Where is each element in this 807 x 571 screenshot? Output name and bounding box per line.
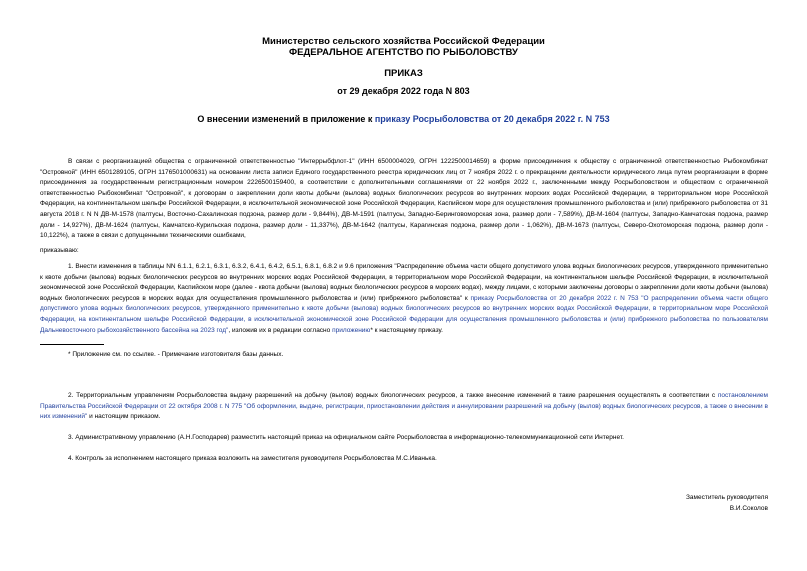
appendix-link[interactable]: приложению bbox=[332, 326, 371, 334]
footnote-divider bbox=[40, 344, 104, 345]
clause-1-text-after: , изложив их в редакции согласно bbox=[228, 326, 333, 334]
document-type-heading: ПРИКАЗ bbox=[384, 68, 423, 79]
order-753-link[interactable]: приказу Росрыболовства от 20 декабря 2022 г. N 753 "О распределении объема части общего допустимого улова водных биологических ресурсов, утвержденного применительно к квоте добычи (вылова) водных биологических ресурсов во внутренних морских водах Российской Федерации, в территориальном море Российской Федерации, на континентальном шельфе Российской Федерации, в исключительной экономической зоне Российской Федерации для осуществления промышленного рыболовства и (или) прибрежного рыболовства по пользователям Дальневосточного рыбохозяйственного бассейна на 2023 год" bbox=[40, 294, 769, 334]
ministry-heading: Министерство сельского хозяйства Российской Федерации bbox=[262, 36, 545, 47]
clause-2-text-after: и настоящим приказом. bbox=[87, 413, 161, 421]
clause-2-paragraph bbox=[40, 391, 768, 423]
footnote: * Приложение см. по ссылке. - Примечание изготовителя базы данных. bbox=[68, 351, 284, 358]
preamble-paragraph: В связи с реорганизацией общества с ограниченной ответственностью "Интеррыбфлот-1" (ИНН 6500004029, ОГРН 1222500014659) в форме присоединения к обществу с ограниченной ответственностью Рыбокомбинат "Островной" (ИНН 6501289105, ОГРН 1176501000631) на основании листа записи Единого государственного реестра юридических лиц от 7 ноября 2022 г. о прекращении деятельности юридического лица путем реорганизации в форме присоединения за государственным регистрационным номером 2226500159400, в соответствии с дополнительными соглашениями от 22 ноября 2022 г., заключенными между Росрыболовством и обществом с ограниченной ответственностью Рыбокомбинат "Островной", к договорам о закреплении доли квоты добычи (вылова) водных биологических ресурсов во внутренних морских водах Российской Федерации, в территориальном море Российской Федерации, на континентальном шельфе Российской Федерации, в исключительной экономической зоне Российской Федерации, Каспийском море для осуществления промышленного рыболовства и (или) прибрежного рыболовства от 31 августа 2018 г. N N ДВ-М-1578 (палтусы, Восточно-Сахалинская подзона, размер доли - 9,844%), ДВ-М-1591 (палтусы, Западно-Беринговоморская зона, размер доли - 7,589%), ДВ-М-1604 (палтусы, Западно-Камчатская подзона, размер доли - 14,927%), ДВ-М-1624 (палтусы, Камчатско-Курильская подзона, размер доли - 11,337%), ДВ-М-1642 (палтусы, Карагинская подзона, размер доли - 1,062%), ДВ-М-1673 (палтусы, Северо-Охотоморская подзона, размер доли - 10,122%), а также в связи с допущенными техническими ошибками, bbox=[40, 158, 768, 240]
signatory-name: В.И.Соколов bbox=[729, 505, 768, 512]
clause-2-text: 2. Территориальным управлениям Росрыболовства выдачу разрешений на добычу (вылов) водных биологических ресурсов, а также внесение изменений в такие разрешения осуществлять в соответствии с bbox=[68, 392, 718, 399]
subject-prefix: О внесении изменений в приложение к bbox=[197, 114, 375, 124]
clause-1-text: 1. Внести изменения в таблицы NN 6.1.1, 6.2.1, 6.3.1, 6.3.2, 6.4.1, 6.4.2, 6.5.1, 6.8.1, 6.8.2 и 9.6 приложения "Распределение объема части общего допустимого улова водных биологических ресурсов, утвержденного применительно к квоте добычи (вылова) водных биологических ресурсов во внутренних морских водах Российской Федерации, в территориальном море Российской Федерации, на континентальном шельфе Российской Федерации, в исключительной экономической зоне Российской Федерации, Каспийском море (далее - квота добычи (вылова) водных биологических ресурсов в морских водах), между лицами, с которыми заключены договоры о закреплении доли квоты добычи (вылова) водных биологических ресурсов в морских водах для осуществления промышленного рыболовства и (или) прибрежного рыболовства" к bbox=[40, 263, 768, 302]
clause-1-text-end: * к настоящему приказу. bbox=[370, 326, 443, 334]
document-subject bbox=[0, 114, 807, 124]
clause-1-paragraph bbox=[40, 262, 768, 336]
order-word: приказываю: bbox=[40, 247, 79, 254]
government-decree-link[interactable]: постановлением Правительства Российской Федерации от 22 октября 2008 г. N 775 "Об оформлении, выдаче, регистрации, приостановлении действия и аннулировании разрешений на добычу (вылов) водных биологических ресурсов, а также о внесении в них изменений" bbox=[40, 392, 768, 421]
signatory-title: Заместитель руководителя bbox=[686, 494, 768, 501]
clause-3-paragraph: 3. Административному управлению (А.Н.Господарев) разместить настоящий приказ на официальном сайте Росрыболовства в информационно-телекоммуникационной сети Интернет. bbox=[68, 434, 624, 441]
document-date-number: от 29 декабря 2022 года N 803 bbox=[337, 86, 470, 96]
clause-4-paragraph: 4. Контроль за исполнением настоящего приказа возложить на заместителя руководителя Росрыболовства М.С.Иванька. bbox=[68, 455, 437, 462]
agency-heading: ФЕДЕРАЛЬНОЕ АГЕНТСТВО ПО РЫБОЛОВСТВУ bbox=[289, 47, 518, 58]
subject-order-link[interactable]: приказу Росрыболовства от 20 декабря 2022 г. N 753 bbox=[374, 114, 610, 124]
